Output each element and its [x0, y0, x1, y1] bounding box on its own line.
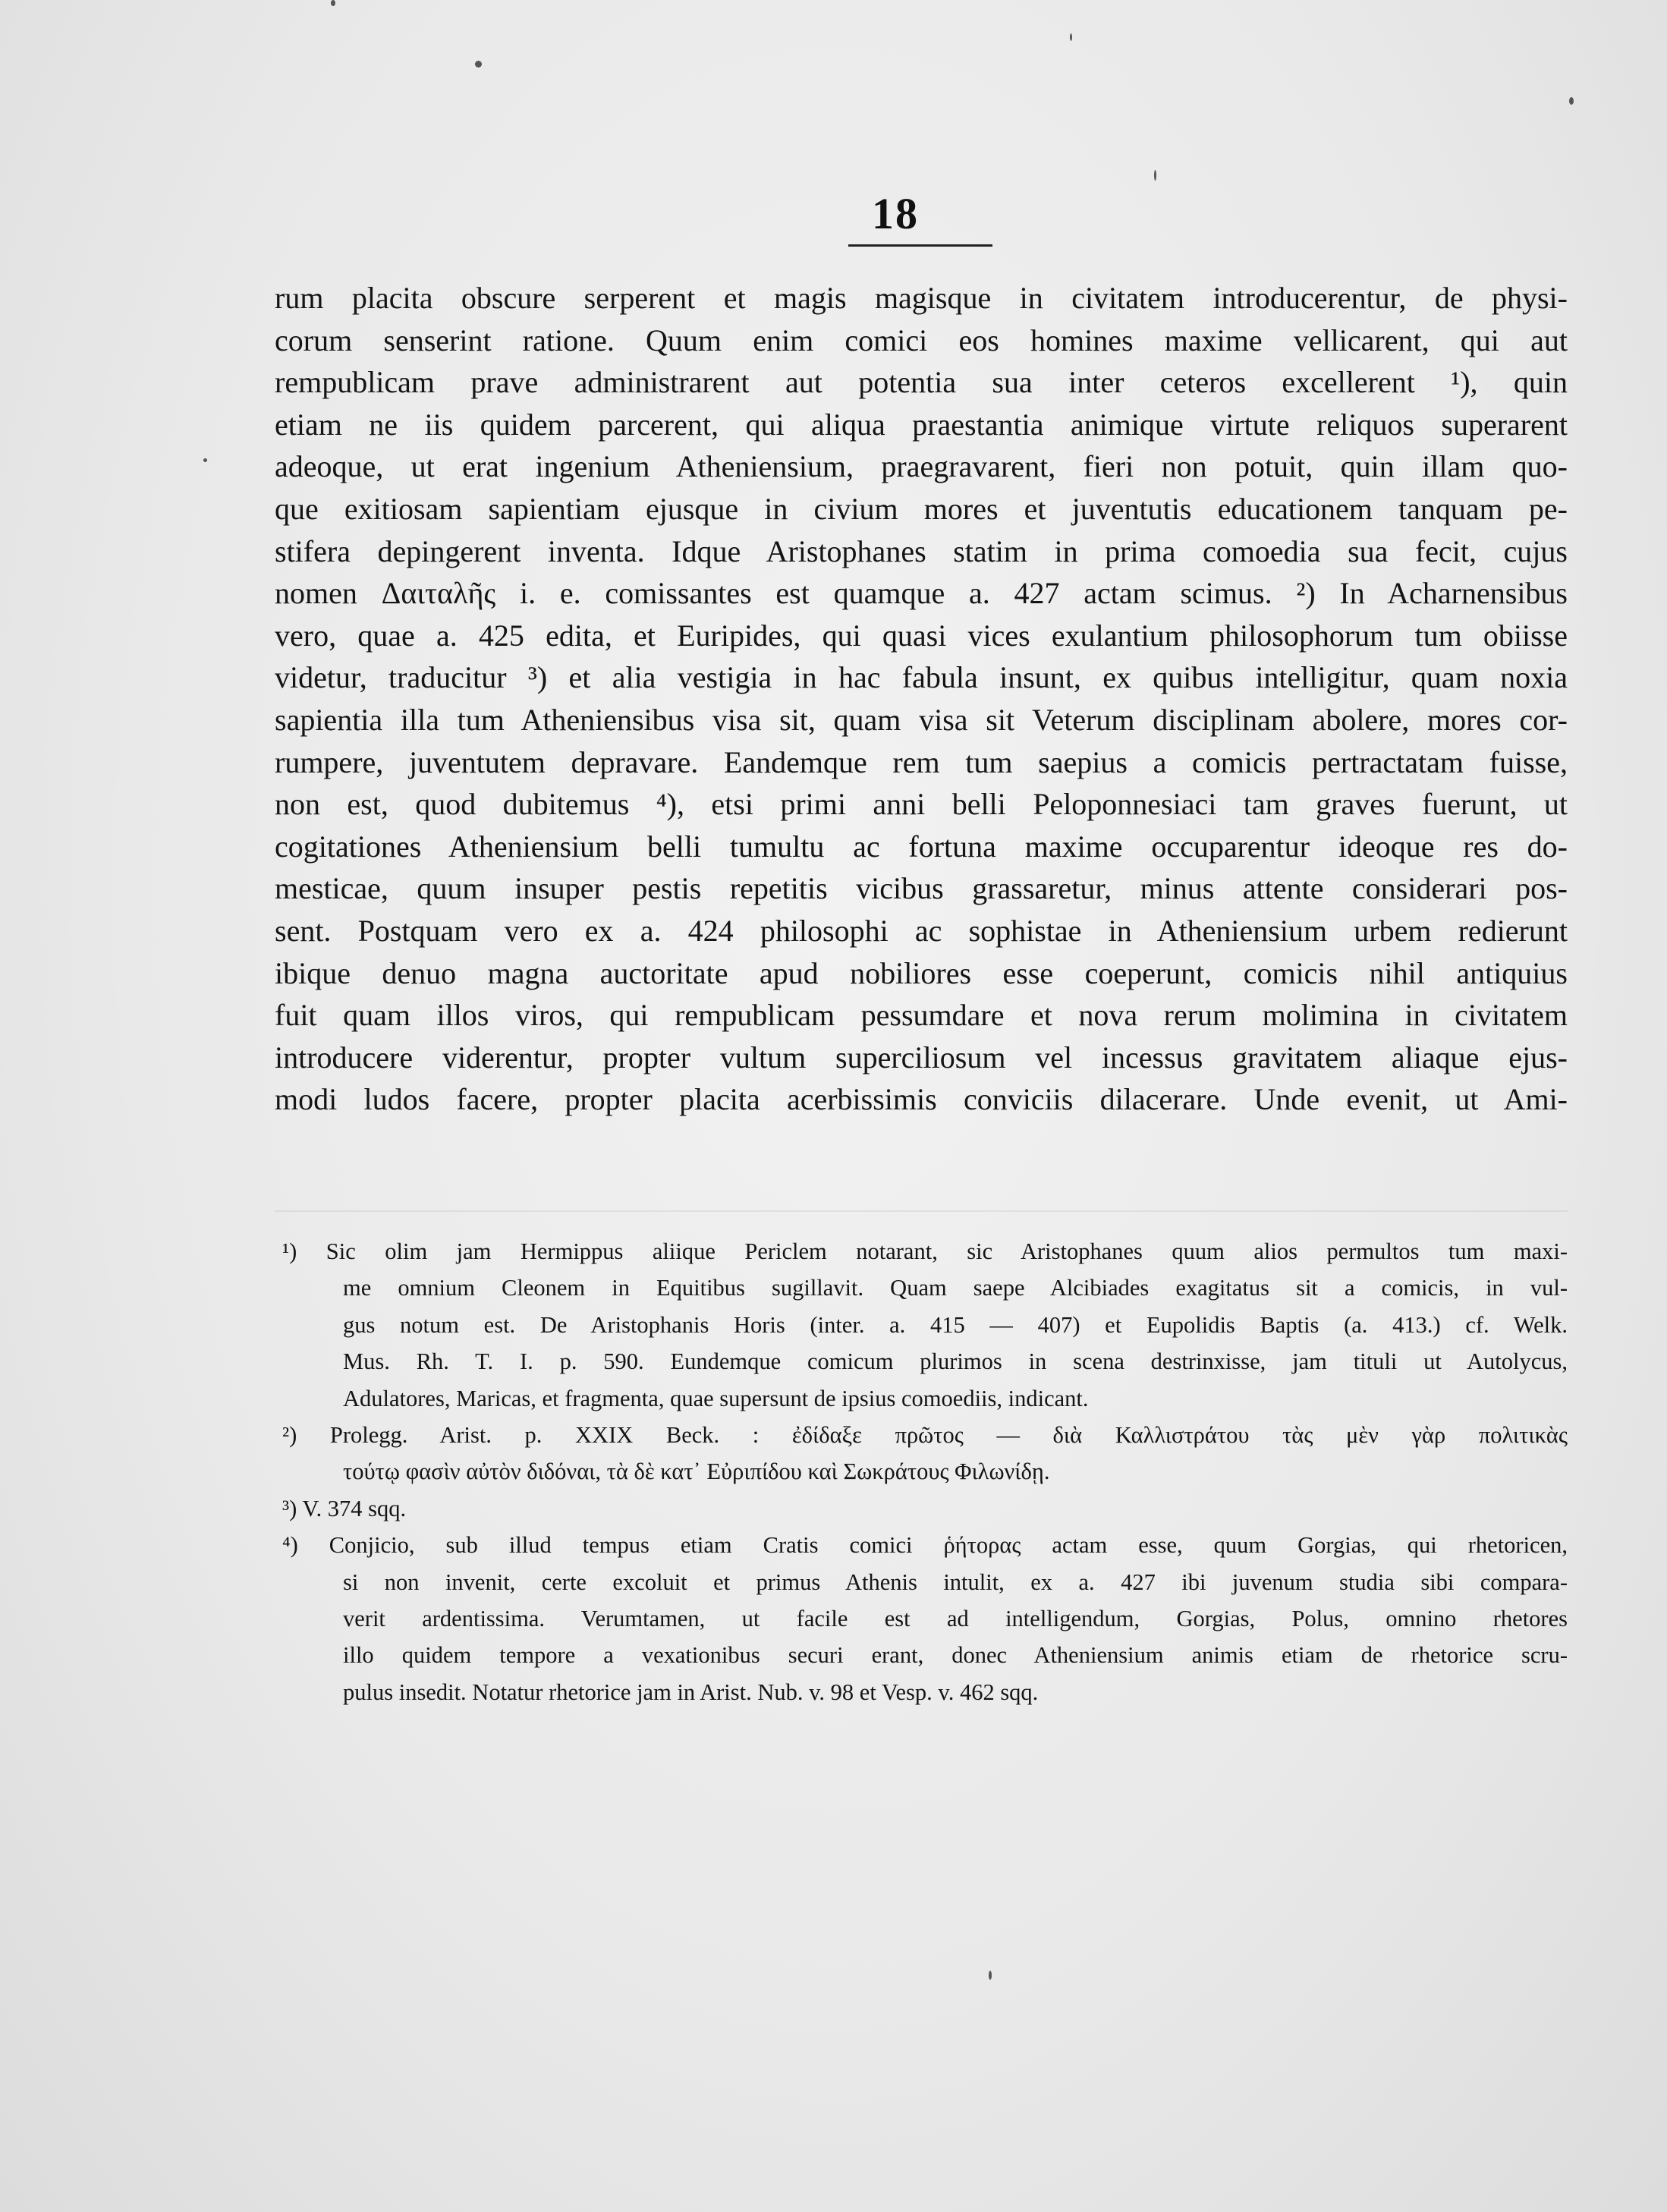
scan-speck — [203, 458, 207, 462]
text-line: ibique denuo magna auctoritate apud nobiliores esse coeperunt, comicis nihil antiquius — [275, 955, 1568, 990]
footnotes — [275, 1233, 1568, 1710]
text-line: non est, quod dubitemus ⁴), etsi primi anni belli Peloponnesiaci tam graves fuerunt, ut — [275, 787, 1568, 822]
text-line: etiam ne iis quidem parcerent, qui aliqua praestantia animique virtute reliquos superarent — [275, 407, 1568, 442]
text-line: modi ludos facere, propter placita acerbissimis conviciis dilacerare. Unde evenit, ut Ami- — [275, 1082, 1568, 1117]
text-line: rempublicam prave administrarent aut potentia sua inter ceteros excellerent ¹), quin — [275, 365, 1568, 400]
text-line: stifera depingerent inventa. Idque Aristophanes statim in prima comoedia sua fecit, cujus — [275, 533, 1568, 568]
page-number-rule — [848, 244, 992, 247]
scan-speck — [1070, 33, 1072, 41]
scan-speck — [331, 0, 335, 6]
text-line: rumpere, juventutem depravare. Eandemque rem tum saepius a comicis pertractatam fuisse, — [275, 744, 1568, 779]
text-line: cogitationes Atheniensium belli tumultu ac fortuna maxime occuparentur ideoque res do- — [275, 829, 1568, 864]
text-line: videtur, traducitur ³) et alia vestigia in hac fabula insunt, ex quibus intelligitur, quam noxia — [275, 660, 1568, 695]
scan-speck — [1154, 170, 1156, 181]
text-line: rum placita obscure serperent et magis magisque in civitatem introducerentur, de physi- — [275, 281, 1568, 315]
footnote-line: ⁴) Conjicio, sub illud tempus etiam Cratis comici ῥήτορας actam esse, quum Gorgias, qui rhetoricen, — [282, 1532, 1568, 1559]
scan-speck — [1569, 97, 1574, 105]
footnote-line: Mus. Rh. T. I. p. 590. Eundemque comicum plurimos in scena destrinxisse, jam tituli ut Autolycus, — [343, 1348, 1568, 1375]
footnote-line: me omnium Cleonem in Equitibus sugillavit. Quam saepe Alcibiades exagitatus sit a comicis, in vul- — [343, 1275, 1568, 1301]
text-line: introducere viderentur, propter vultum superciliosum vel incessus gravitatem aliaque ejus- — [275, 1040, 1568, 1075]
footnote-line: gus notum est. De Aristophanis Horis (inter. a. 415 — 407) et Eupolidis Baptis (a. 413.) cf. Welk. — [343, 1311, 1568, 1338]
text-line: mesticae, quum insuper pestis repetitis vicibus grassaretur, minus attente considerari pos- — [275, 871, 1568, 906]
footnote-line: pulus insedit. Notatur rhetorice jam in Arist. Nub. v. 98 et Vesp. v. 462 sqq. — [343, 1679, 1039, 1705]
footnote-line: ²) Prolegg. Arist. p. XXIX Beck. : ἐδίδαξε πρῶτος — διὰ Καλλιστράτου τὰς μὲν γὰρ πολιτικὰς — [282, 1421, 1568, 1448]
text-line: sapientia illa tum Atheniensibus visa sit, quam visa sit Veterum disciplinam abolere, mores cor- — [275, 702, 1568, 737]
footnote-line: verit ardentissima. Verumtamen, ut facile est ad intelligendum, Gorgias, Polus, omnino rhetores — [343, 1605, 1568, 1631]
text-line: sent. Postquam vero ex a. 424 philosophi ac sophistae in Atheniensium urbem redierunt — [275, 913, 1568, 948]
footnote-line: ¹) Sic olim jam Hermippus aliique Periclem notarant, sic Aristophanes quum alios permultos tum maxi- — [282, 1238, 1568, 1264]
footnote-separator — [275, 1210, 1568, 1212]
text-line: vero, quae a. 425 edita, et Euripides, qui quasi vices exulantium philosophorum tum obiisse — [275, 618, 1568, 653]
footnote-line: τούτῳ φασὶν αὐτὸν διδόναι, τὰ δὲ κατ᾽ Εὐριπίδου καὶ Σωκράτους Φιλωνίδῃ. — [343, 1458, 1050, 1485]
scan-speck — [989, 1971, 992, 1980]
text-line: adeoque, ut erat ingenium Atheniensium, praegravarent, fieri non potuit, quin illam quo- — [275, 449, 1568, 484]
page-number: 18 — [872, 189, 919, 238]
footnote-line: si non invenit, certe excoluit et primus Athenis intulit, ex a. 427 ibi juvenum studia sibi compara- — [343, 1569, 1568, 1595]
footnote-line: ³) V. 374 sqq. — [282, 1495, 407, 1521]
text-line: que exitiosam sapientiam ejusque in civium mores et juventutis educationem tanquam pe- — [275, 491, 1568, 526]
footnote-line: Adulatores, Maricas, et fragmenta, quae supersunt de ipsius comoediis, indicant. — [343, 1385, 1089, 1411]
scan-speck — [475, 61, 482, 68]
text-line: corum senserint ratione. Quum enim comici eos homines maxime vellicarent, qui aut — [275, 323, 1568, 357]
text-line: fuit quam illos viros, qui rempublicam pessumdare et nova rerum molimina in civitatem — [275, 998, 1568, 1033]
footnote-line: illo quidem tempore a vexationibus securi erant, donec Atheniensium animis etiam de rhetorice scru- — [343, 1642, 1568, 1669]
text-line: nomen Δαιταλῆς i. e. comissantes est quamque a. 427 actam scimus. ²) In Acharnensibus — [275, 576, 1568, 611]
main-text — [275, 277, 1568, 1121]
